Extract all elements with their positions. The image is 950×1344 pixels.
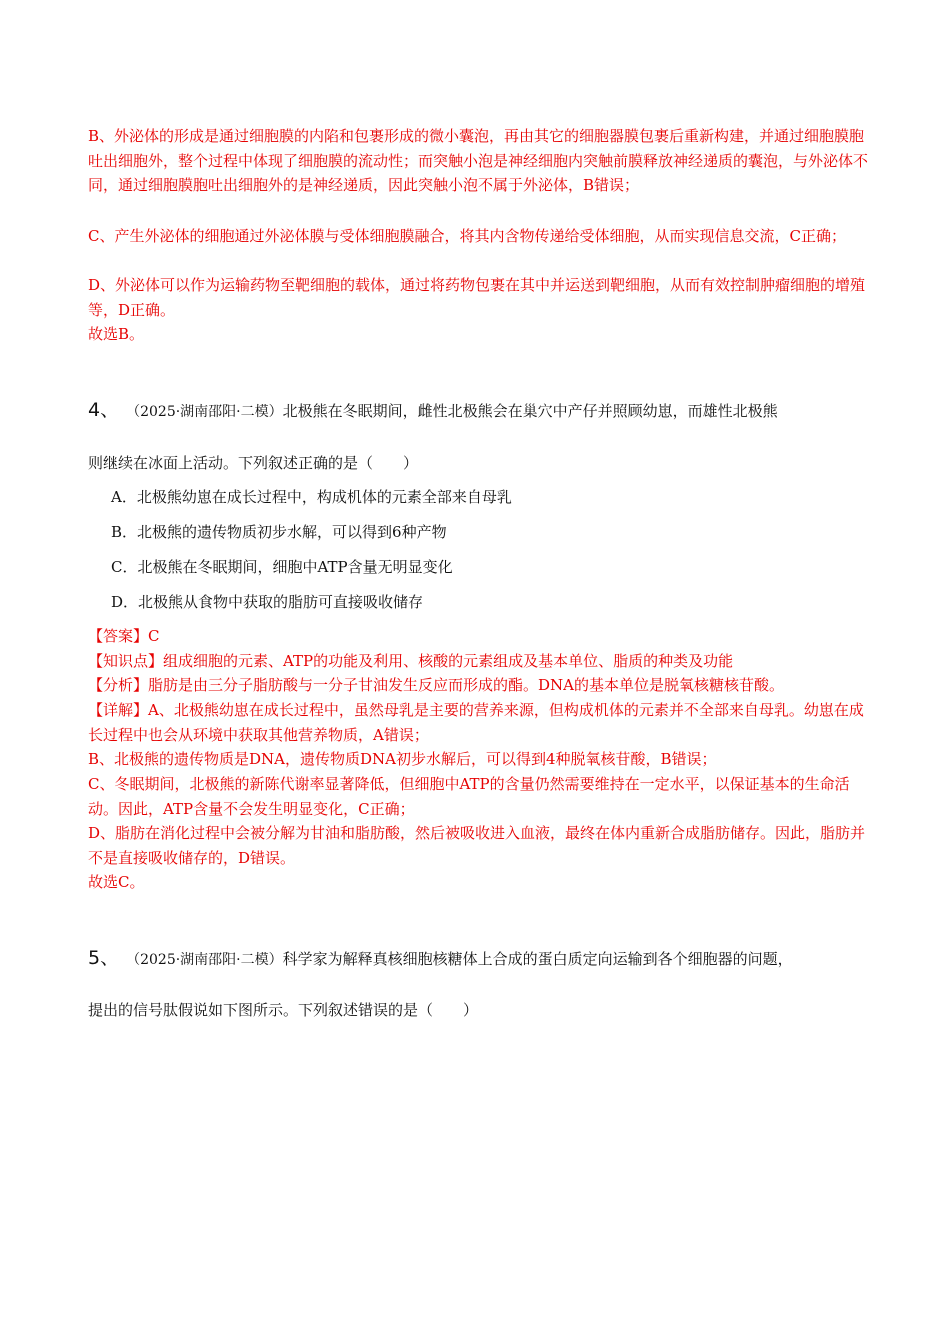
analysis-text: 脂肪是由三分子脂肪酸与一分子甘油发生反应而形成的酯。DNA的基本单位是脱氧核糖核苷酸。 — [148, 676, 785, 694]
detail-d: D、脂肪在消化过程中会被分解为甘油和脂肪酸，然后被吸收进入血液，最终在体内重新合成脂肪储存。因此，脂肪并不是直接吸收储存的，D错误。 — [88, 824, 866, 867]
answer-line — [88, 624, 868, 649]
analysis-label: 【分析】 — [88, 676, 149, 694]
detail-c: C、冬眠期间，北极熊的新陈代谢率显著降低，但细胞中ATP的含量仍然需要维持在一定水平，以保证基本的生命活动。因此，ATP含量不会发生明显变化，C正确； — [88, 775, 850, 818]
option-c: C．北极熊在冬眠期间，细胞中ATP含量无明显变化 — [111, 558, 453, 576]
explanation-conclusion: 故选B。 — [88, 325, 145, 343]
answer-value: C — [148, 627, 160, 645]
analysis-line — [88, 673, 868, 698]
explanation-option-c: C、产生外泌体的细胞通过外泌体膜与受体细胞膜融合，将其内含物传递给受体细胞，从而实现信息交流，C正确； — [88, 227, 846, 245]
question-stem: 北极熊在冬眠期间，雌性北极熊会在巢穴中产仔并照顾幼崽，而雄性北极熊 — [282, 402, 778, 420]
explanation-option-d: D、外泌体可以作为运输药物至靶细胞的载体，通过将药物包裹在其中并运送到靶细胞，从而有效控制肿瘤细胞的增殖等，D正确。 — [88, 276, 866, 319]
question-source: （2025·湖南邵阳·二模） — [133, 404, 283, 420]
option-d: D．北极熊从食物中获取的脂肪可直接吸收储存 — [111, 593, 424, 611]
knowledge-label: 【知识点】 — [88, 652, 164, 670]
question-number: 5、 — [88, 947, 120, 969]
question-5-stem-line-2: 提出的信号肽假说如下图所示。下列叙述错误的是（ ） — [88, 1001, 479, 1019]
question-number: 4、 — [88, 399, 120, 421]
question-stem: 科学家为解释真核细胞核糖体上合成的蛋白质定向运输到各个细胞器的问题， — [282, 950, 793, 968]
knowledge-text: 组成细胞的元素、ATP的功能及利用、核酸的元素组成及基本单位、脂质的种类及功能 — [163, 652, 734, 670]
detail-a-text: A、北极熊幼崽在成长过程中，虽然母乳是主要的营养来源，但构成机体的元素并不全部来自母乳。幼崽在成长过程中也会从环境中获取其他营养物质，A错误； — [88, 701, 864, 744]
detail-a — [88, 698, 868, 747]
option-b: B．北极熊的遗传物质初步水解，可以得到6种产物 — [111, 523, 447, 541]
question-5-stem-line-1 — [88, 946, 868, 972]
option-a: A．北极熊幼崽在成长过程中，构成机体的元素全部来自母乳 — [111, 488, 512, 506]
knowledge-line — [88, 649, 868, 674]
explanation-option-b: B、外泌体的形成是通过细胞膜的内陷和包裹形成的微小囊泡，再由其它的细胞器膜包裹后重新构建，并通过细胞膜胞吐出细胞外，整个过程中体现了细胞膜的流动性；而突触小泡是神经细胞内突触前膜释放神经递质的囊泡，与外泌体不同，通过细胞膜胞吐出细胞外的是神经递质，因此突触小泡不属于外泌体，B错误； — [88, 127, 869, 194]
question-4-stem-line-1 — [88, 398, 868, 424]
conclusion: 故选C。 — [88, 873, 145, 891]
question-source: （2025·湖南邵阳·二模） — [133, 952, 283, 968]
answer-label: 【答案】 — [88, 627, 149, 645]
detail-b: B、北极熊的遗传物质是DNA，遗传物质DNA初步水解后，可以得到4种脱氧核苷酸，B错误； — [88, 750, 717, 768]
question-4-stem-line-2: 则继续在冰面上活动。下列叙述正确的是（ ） — [88, 454, 419, 472]
detail-label: 【详解】 — [88, 701, 149, 719]
